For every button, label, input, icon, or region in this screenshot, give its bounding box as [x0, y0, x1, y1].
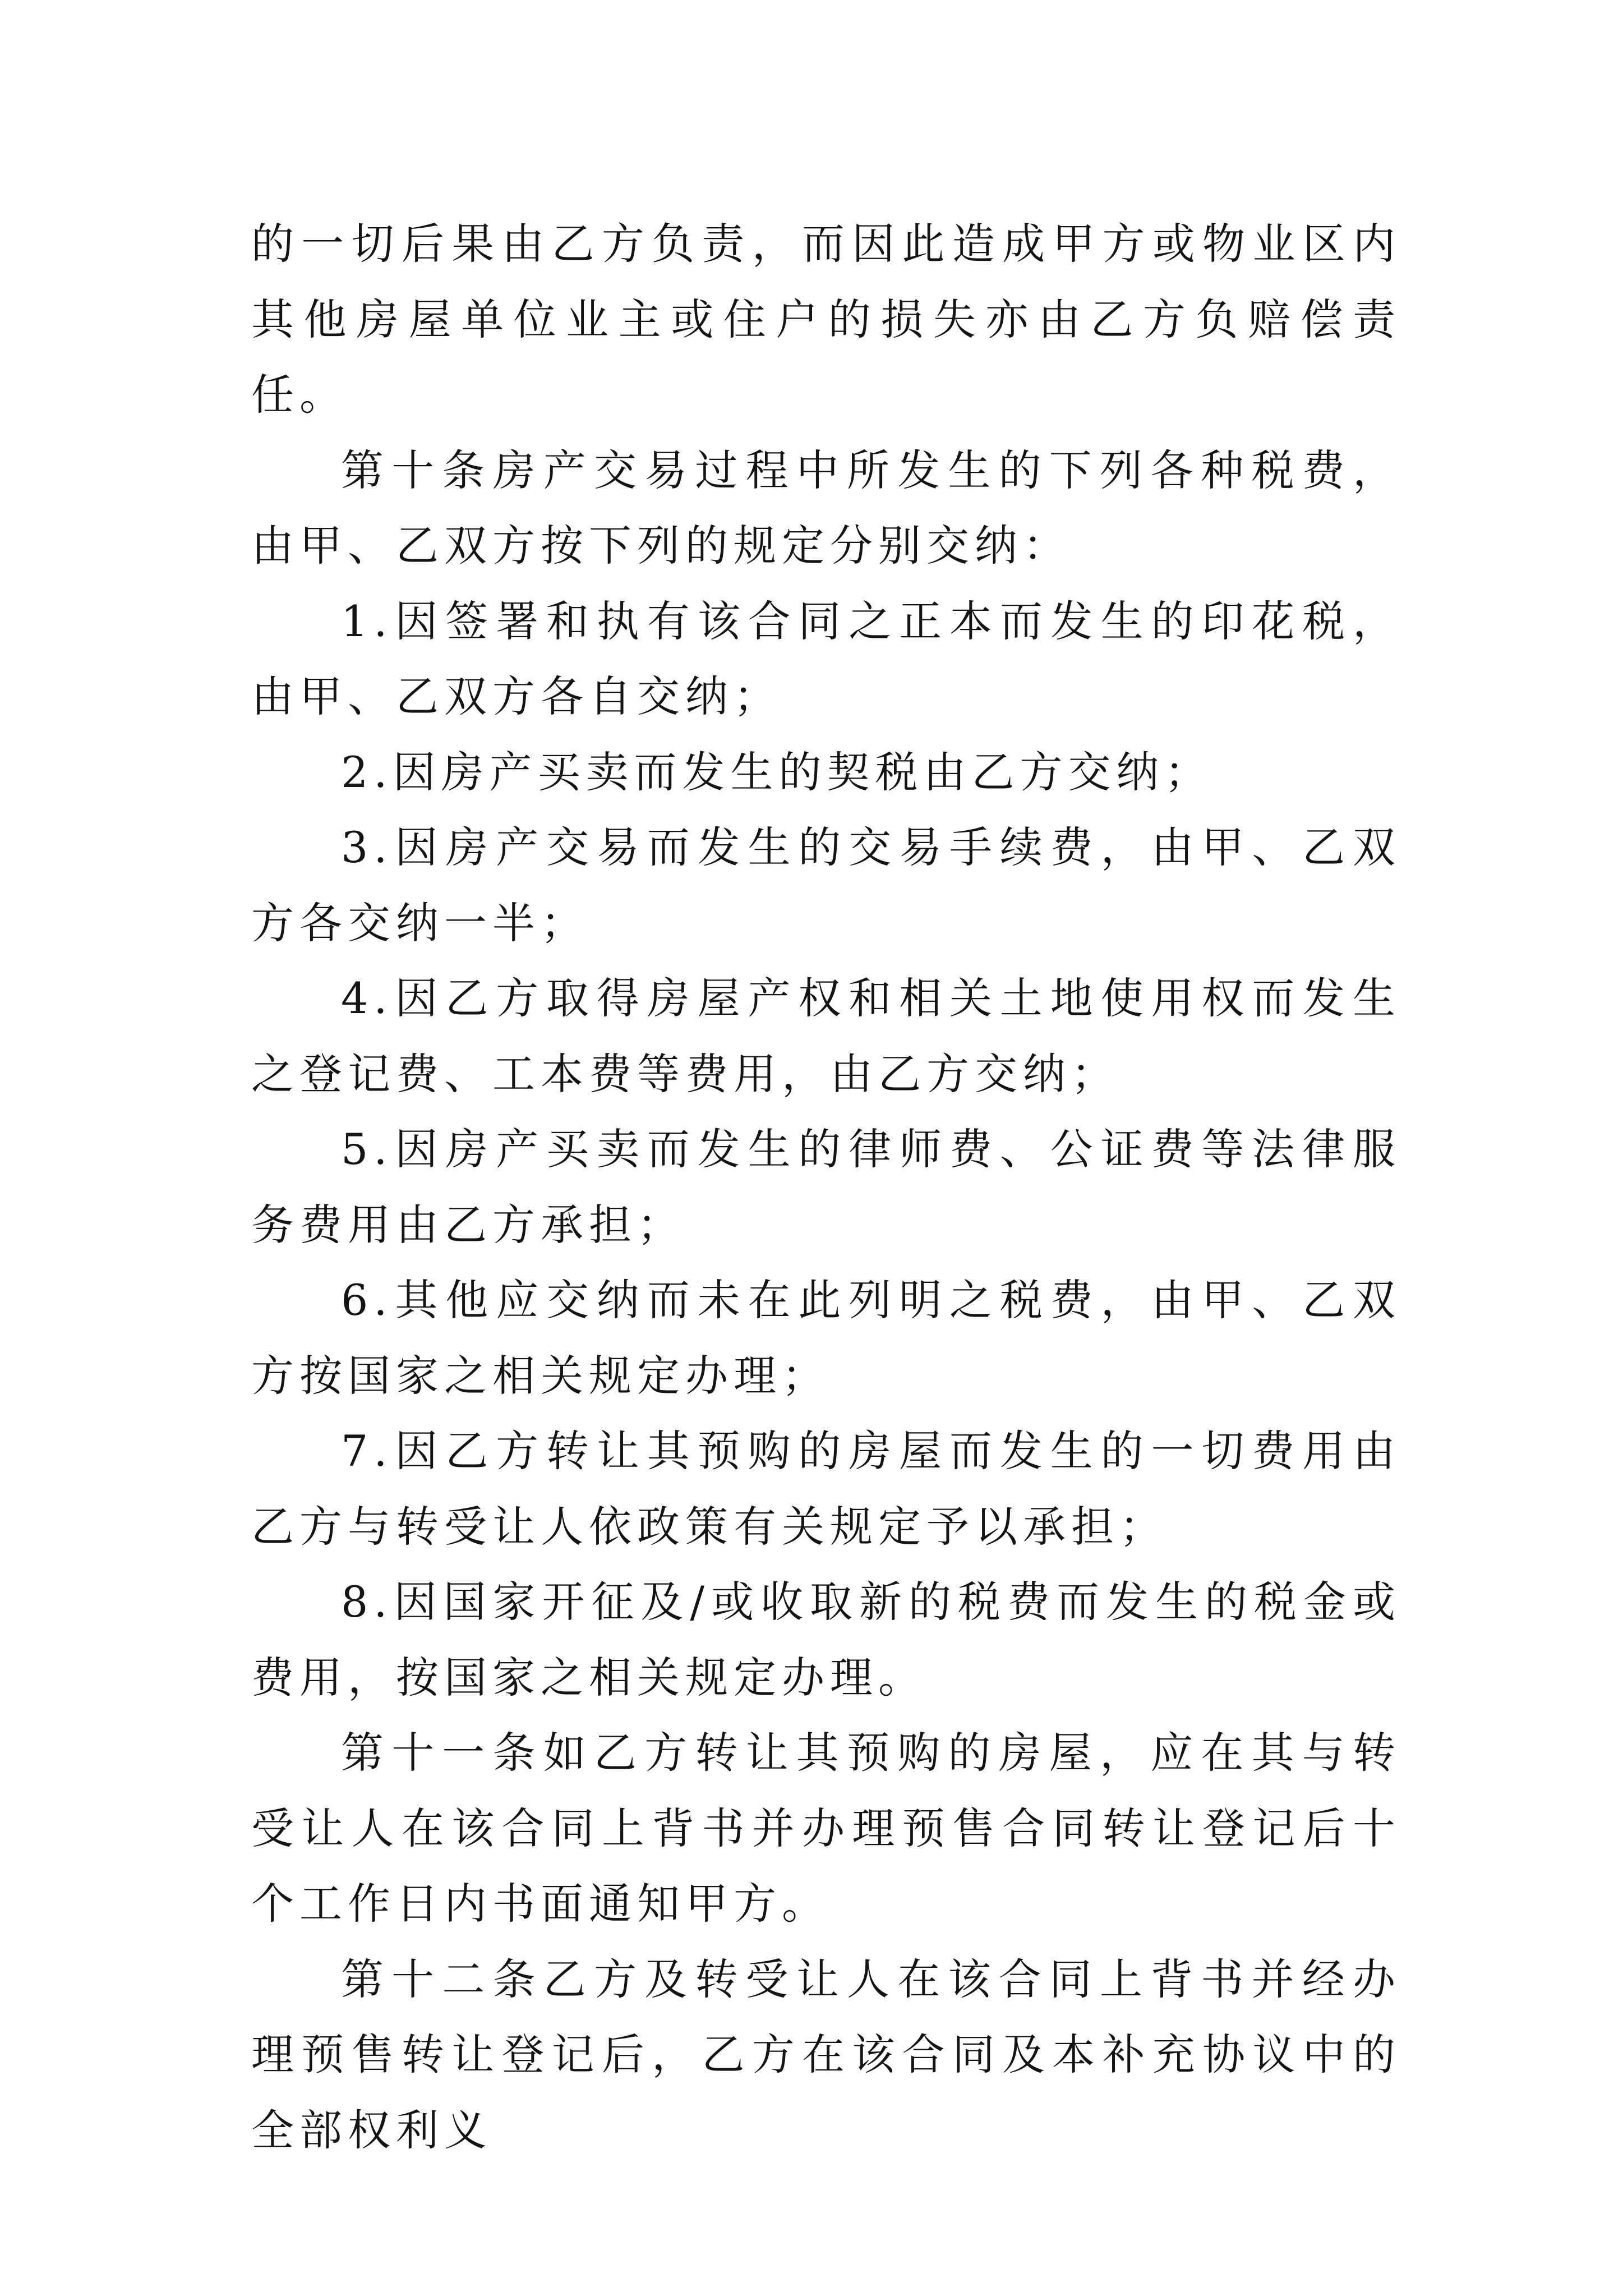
paragraph-item-4: 4.因乙方取得房屋产权和相关土地使用权而发生之登记费、工本费等费用，由乙方交纳； [251, 973, 1401, 1099]
document-body [251, 206, 1401, 2168]
paragraph-article-11: 第十一条如乙方转让其预购的房屋，应在其与转受让人在该合同上背书并办理预售合同转让登记后十个工作日内书面通知甲方。 [251, 1728, 1401, 1929]
paragraph-item-1: 1.因签署和执有该合同之正本而发生的印花税，由甲、乙双方各自交纳； [251, 596, 1401, 721]
paragraph-continuation: 的一切后果由乙方负责，而因此造成甲方或物业区内其他房屋单位业主或住户的损失亦由乙方负赔偿责任。 [251, 219, 1401, 420]
paragraph-item-7: 7.因乙方转让其预购的房屋而发生的一切费用由乙方与转受让人依政策有关规定予以承担； [251, 1426, 1401, 1552]
paragraph-item-5: 5.因房产买卖而发生的律师费、公证费等法律服务费用由乙方承担； [251, 1124, 1401, 1250]
paragraph-item-3: 3.因房产交易而发生的交易手续费，由甲、乙双方各交纳一半； [251, 822, 1401, 948]
paragraph-item-6: 6.其他应交纳而未在此列明之税费，由甲、乙双方按国家之相关规定办理； [251, 1275, 1401, 1401]
paragraph-article-10: 第十条房产交易过程中所发生的下列各种税费，由甲、乙双方按下列的规定分别交纳： [251, 445, 1401, 570]
paragraph-article-12: 第十二条乙方及转受让人在该合同上背书并经办理预售转让登记后，乙方在该合同及本补充协议中的全部权利义 [251, 1954, 1401, 2155]
paragraph-item-2: 2.因房产买卖而发生的契税由乙方交纳； [341, 747, 1213, 797]
paragraph-item-8: 8.因国家开征及/或收取新的税费而发生的税金或费用，按国家之相关规定办理。 [251, 1577, 1401, 1703]
